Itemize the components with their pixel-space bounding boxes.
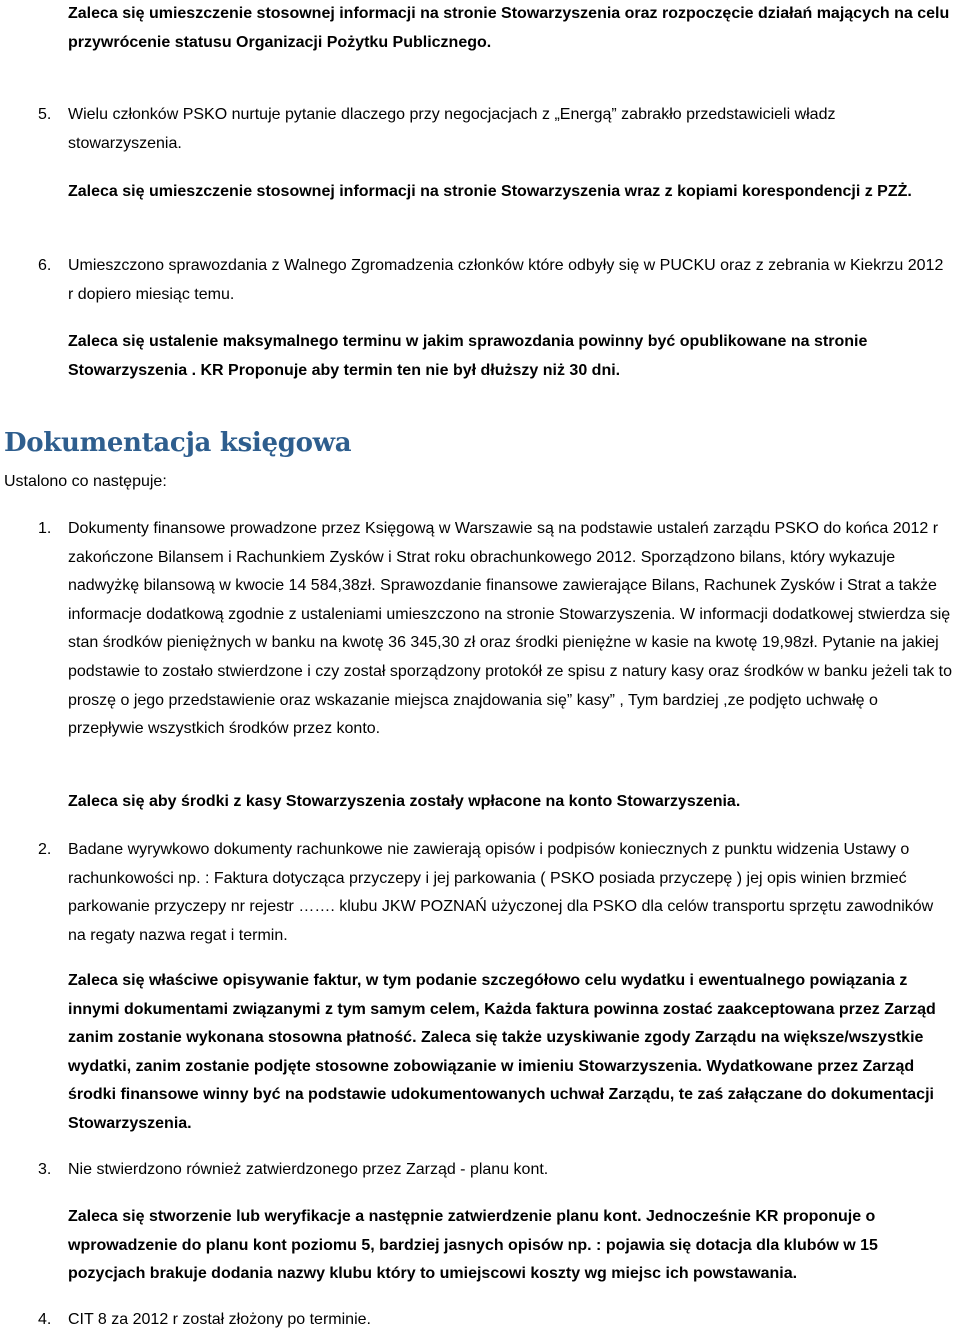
list-item-number: 3. bbox=[38, 1161, 52, 1178]
list-item-3 bbox=[38, 1156, 952, 1185]
list-item-2 bbox=[38, 836, 952, 950]
recommendation-5: Zaleca się umieszczenie stosownej informacji na stronie Stowarzyszenia wraz z kopiami korespondencji z PZŻ. bbox=[68, 183, 912, 200]
list-item-text: Badane wyrywkowo dokumenty rachunkowe nie zawierają opisów i podpisów koniecznych z punktu widzenia Ustawy o rachunkowości np. : Faktura dotycząca przyczepy i jej parkowania ( PSKO posiada przyczepę ) jej opis winien brzmieć parkowanie przyczepy nr rejestr ……. klubu JKW POZNAŃ użyczonej dla PSKO dla celów transportu sprzętu zawodników na regaty nazwa regat i termin. bbox=[68, 841, 934, 944]
list-item-5 bbox=[38, 101, 952, 158]
list-item-number: 2. bbox=[38, 841, 52, 858]
list-item-1 bbox=[38, 515, 952, 744]
list-item-text: CIT 8 za 2012 r został złożony po terminie. bbox=[68, 1311, 371, 1328]
list-item-text: Wielu członków PSKO nurtuje pytanie dlaczego przy negocjacjach z „Energą” zabrakło przedstawicieli władz stowarzyszenia. bbox=[68, 106, 836, 152]
section-subheading: Ustalono co następuje: bbox=[4, 473, 167, 490]
section-heading: Dokumentacja księgowa bbox=[4, 428, 352, 458]
list-item-number: 6. bbox=[38, 257, 52, 274]
list-item-4 bbox=[38, 1306, 952, 1335]
recommendation-2: Zaleca się właściwe opisywanie faktur, w tym podanie szczegółowo celu wydatku i ewentualnego powiązania z innymi dokumentami związanymi z tym samym celem, Każda faktura powinna zostać zaakceptowana przez Zarząd zanim zostanie wykonana stosowna płatność. Zaleca się także uzyskiwanie zgody Zarządu na większe/wszystkie wydatki, zanim zostanie podjęte stosowne zobowiązanie w imieniu Stowarzyszenia. Wydatkowane przez Zarząd środki finansowe winny być na podstawie udokumentowanych uchwał Zarządu, te zaś załączane do dokumentacji Stowarzyszenia. bbox=[68, 972, 936, 1132]
recommendation-1: Zaleca się aby środki z kasy Stowarzyszenia zostały wpłacone na konto Stowarzyszenia. bbox=[68, 793, 741, 810]
list-item-text: Dokumenty finansowe prowadzone przez Księgową w Warszawie są na podstawie ustaleń zarządu PSKO do końca 2012 r zakończone Bilansem i Rachunkiem Zysków i Strat roku obrachunkowego 2012. Sporządzono bilans, który wykazuje nadwyżkę bilansową w kwocie 14 584,38zł. Sprawozdanie finansowe zawierające Bilans, Rachunek Zysków i Strat a także informacje dodatkową zgodnie z ustaleniami umieszczono na stronie Stowarzyszenia. W informacji dodatkowej stwierdza się stan środków pieniężnych w banku na kwotę 36 345,30 zł oraz środki pieniężne w kasie na kwotę 19,98zł. Pytanie na jakiej podstawie to zostało stwierdzone i czy został sporządzony protokół ze spisu z natury kasy oraz środków w banku jeżeli tak to proszę o jego przedstawienie oraz wskazanie miejsca znajdowania się” kasy” , Tym bardziej ,ze podjęto uchwałę o przepływie wszystkich środków przez konto. bbox=[68, 520, 952, 738]
list-item-number: 1. bbox=[38, 520, 52, 537]
intro-recommendation: Zaleca się umieszczenie stosownej informacji na stronie Stowarzyszenia oraz rozpoczęcie działań mających na celu przywrócenie statusu Organizacji Pożytku Publicznego. bbox=[68, 5, 950, 51]
recommendation-3: Zaleca się stworzenie lub weryfikacje a następnie zatwierdzenie planu kont. Jednocześnie KR proponuje o wprowadzenie do planu kont poziomu 5, bardziej jasnych opisów np. : pojawia się dotacja dla klubów w 15 pozycjach brakuje dodania nazwy klubu który to umiejscowi koszty wg miejsc ich powstawania. bbox=[68, 1208, 878, 1283]
list-item-number: 4. bbox=[38, 1311, 52, 1328]
list-item-6 bbox=[38, 252, 952, 309]
list-item-number: 5. bbox=[38, 106, 52, 123]
list-item-text: Nie stwierdzono również zatwierdzonego przez Zarząd - planu kont. bbox=[68, 1161, 549, 1178]
recommendation-6: Zaleca się ustalenie maksymalnego terminu w jakim sprawozdania powinny być opublikowane na stronie Stowarzyszenia . KR Proponuje aby termin ten nie był dłuższy niż 30 dni. bbox=[68, 333, 868, 379]
list-item-text: Umieszczono sprawozdania z Walnego Zgromadzenia członków które odbyły się w PUCKU oraz z zebrania w Kiekrzu 2012 r dopiero miesiąc temu. bbox=[68, 257, 944, 303]
